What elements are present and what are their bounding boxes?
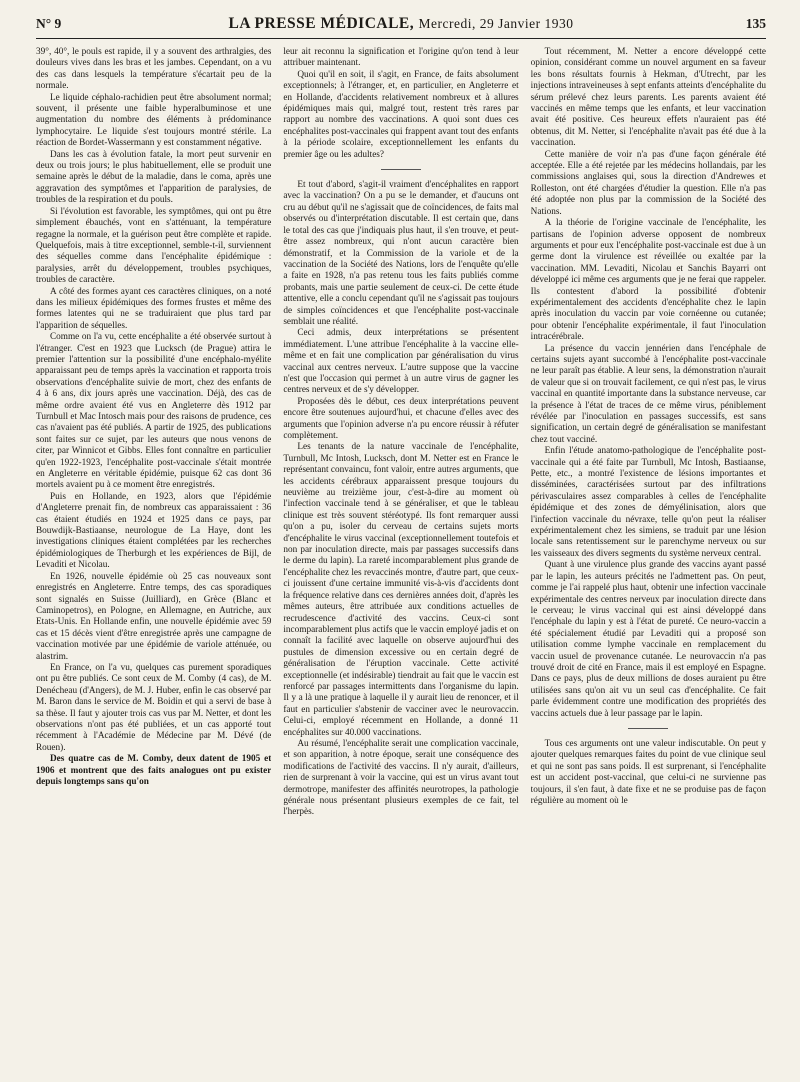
column-3 — [531, 47, 766, 1075]
paragraph: Des quatre cas de M. Comby, deux datent de 1905 et 1906 et montrent que des faits analogues ont pu exister depuis longtemps sans qu'on — [36, 754, 272, 787]
journal-title: LA PRESSE MÉDICALE, — [228, 15, 415, 32]
paragraph: A la théorie de l'origine vaccinale de l'encéphalite, les partisans de l'opinion adverse opposent de nombreux arguments et pour eux l'encéphalite post-vaccinale est due à un germe dont la virulence est réveillée ou exaltée par la vaccination. MM. Levaditi, Nicolau et Sanchis Bayarri ont développé ici même ces arguments que je ne ferai que rappeler. Ils contestent d'abord la possibilité d'obtenir expérimentalement des accidents d'encéphalite chez le lapin après inoculation du vaccin par voie cornéenne ou cutanée; pour obtenir l'encéphalite expérimentale, il faut l'inoculation intracérébrale. — [530, 218, 766, 343]
article-body — [36, 47, 766, 1075]
issue-date: Mercredi, 29 Janvier 1930 — [418, 16, 574, 31]
paragraph: Et tout d'abord, s'agit-il vraiment d'encéphalites en rapport avec la vaccination? On a pu se le demander, et d'aucuns ont cru au début qu'il ne s'agissait que de coïncidences, de faits mal observés ou d'interprétation discutable. Il est certain que, dans le total des cas que j'indiquais plus haut, il s'en trouve, et peut-être assez nombreux, qui n'ont aucun caractère bien démonstratif, et la Commission de la variole et de la vaccination de la Société des Nations, lors de l'enquête qu'elle a faite en 1928, n'a pas retenu tous les faits publiés comme probants, mais une partie seulement de ceux-ci. De cette étude attentive, elle a conclu cependant qu'il ne s'agissait pas toujours de simples coïncidences et que l'encéphalite post-vaccinale semblait une réalité. — [283, 180, 519, 327]
paragraph: La présence du vaccin jennérien dans l'encéphale de certains sujets ayant succombé à l'encéphalite post-vaccinale ne leur paraît pas établie. A leur sens, la démonstration n'aurait de valeur que si on trouvait facilement, ce qui n'est pas, le virus vaccinal en quantité importante dans la substance nerveuse, car la présence à l'état de traces de ce même virus, péniblement révélée par l'inoculation en passages successifs, est sans signification, un certain degré de généralisation se manifestant chez tout vacciné. — [530, 343, 766, 445]
running-title — [229, 15, 574, 33]
paragraph: Enfin l'étude anatomo-pathologique de l'encéphalite post-vaccinale qui a été faite par Turnbull, Mc Intosh, Bastiaanse, Pette, etc., a montré l'existence de lésions importantes et disséminées, caractérisées surtout par des infiltrations périvasculaires assez comparables à celles de l'encéphalite épidémique et des zones de démyélinisation, alors que l'infection vaccinale du névraxe, telle qu'on peut la réaliser expérimentalement chez les simiens, se traduit par une lésion locale sans retentissement sur le parenchyme nerveux ou sur les vaisseaux des divers segments du système nerveux central. — [530, 446, 766, 559]
column-2 — [283, 47, 518, 1075]
paragraph: Puis en Hollande, en 1923, alors que l'épidémie d'Angleterre prenait fin, de nombreux cas apparaissaient : 36 cas étaient étudiés en 1924 et 1925 dans ce pays, par Bouwdijk-Bastiaanse, neurologue de La Haye, dont les investigations cliniques étaient complétées par les recherches épidémiologiques de Therburgh et les expériences de Bijl, de Levaditi et Nicolau. — [36, 491, 272, 571]
paragraph: En 1926, nouvelle épidémie où 25 cas nouveaux sont enregistrés en Angleterre. Entre temps, des cas sporadiques sont signalés en Suisse (Juilliard), en Grèce (Blanc et Caminopetros), en Pologne, en Allemagne, en Autriche, aux Etats-Unis. En Hollande enfin, une nouvelle épidémie avec 59 cas et 15 décès vient d'être enregistrée après une campagne de vaccination motivée par une épidémie de variole atténuée, ou alastrim. — [36, 571, 272, 662]
paragraph: Si l'évolution est favorable, les symptômes, qui ont pu être simplement ébauchés, vont en s'atténuant, la température regagne la normale, et la guérison peut être complète et rapide. Quelquefois, mais à titre exceptionnel, semble-t-il, surviennent des séquelles comme dans l'encéphalite épidémique : paralysies, arrêt du développement, troubles psychiques, troubles de caractère. — [36, 206, 272, 286]
paragraph: Proposées dès le début, ces deux interprétations peuvent encore être soutenues aujourd'hui, et chacune d'elles avec des arguments que l'opinion adverse n'a pu encore réussir à réfuter complètement. — [283, 396, 519, 441]
paragraph: Les tenants de la nature vaccinale de l'encéphalite, Turnbull, Mc Intosh, Lucksch, dont M. Netter est en France le représentant convaincu, font valoir, entre autres arguments, que les accidents cérébraux apparaissent presque toujours du neuvième au treizième jour, c'est-à-dire au moment où l'infection vaccinale tend à se généraliser, et que le tableau clinique est très souvent stéréotypé. Ils font remarquer aussi qu'on a pu, isoler du cerveau de certains sujets morts d'encéphalite le virus vaccinal (exceptionnellement toutefois et non par inoculation directe, mais par passages successifs dans le derme du lapin). La rareté incomparablement plus grande de l'encéphalite chez les revaccinés montre, d'autre part, que ceux-ci jouissent d'une certaine immunité vis-à-vis d'accidents dont la fréquence relative dans ces dernières années doit, d'après les mêmes auteurs, être attribuée aux conditions actuelles de recrudescence d'activité des vaccins. Ceux-ci sont incomparablement plus actifs que le vaccin employé jadis et on connaît la facilité avec laquelle on observe aujourd'hui des pustules de dimension excessive ou en certain degré de généralisation de l'éruption vaccinale. Cette activité exceptionnelle (et indésirable) tiendrait au fait que le vaccin est renforcé par passages intermittents dans l'organisme du lapin. Il y a là une pratique à laquelle il y aurait lieu de renoncer, et il faut en particulier s'abstenir de vacciner avec le neurovaccin. Celui-ci, employé récemment en Hollande, a donné 11 encéphalites sur 40.000 vaccinations. — [283, 442, 519, 738]
page-number: 135 — [745, 16, 766, 31]
paragraph: Quant à une virulence plus grande des vaccins ayant passé par le lapin, les auteurs précités ne l'admettent pas. On peut, comme je l'ai rappelé plus haut, obtenir une infection vaccinale expérimentale des centres nerveux par inoculation directe dans le cerveau; le virus vaccinal qui est ainsi développé dans l'encéphale du lapin y est à l'état de pureté. Ce neuro-vaccin a été spécialement étudié par Levaditi qui a proposé son utilisation comme lymphe vaccinale en remplacement du vaccin usuel de provenance cutanée. Le neurovaccin n'a pas trouvé droit de cité en France, mais il est employé en Espagne. Dans ce pays, plus de deux millions de doses auraient pu être utilisées sans qu'on ait vu un seul cas d'encéphalite. Ce fait parle évidemment contre une modification des propriétés des vaccins actuels due à leur passage par le lapin. — [530, 560, 766, 719]
page-header — [36, 10, 766, 39]
paragraph: En France, on l'a vu, quelques cas purement sporadiques ont pu être publiés. Ce sont ceux de M. Comby (4 cas), de M. Denécheau (d'Angers), de M. J. Huber, enfin le cas observé par M. Baron dans le service de M. Boidin et qui a servi de base à sa thèse. Il faut y ajouter trois cas vus par M. Netter, et dont les observations n'ont pas été publiées, et un cas apporté tout récemment à l'Académie de Médecine par M. Dévé (de Rouen). — [36, 662, 272, 753]
paragraph: Quoi qu'il en soit, il s'agit, en France, de faits absolument exceptionnels; à l'étranger, et, en particulier, en Angleterre et en Hollande, d'accidents relativement nombreux et à allures épidémiques mais qui, malgré tout, restent très rares par rapport au nombre des vaccinations. A quoi sont dues ces encéphalites post-vaccinales qui frappent avant tout des enfants à la période scolaire, exceptionnellement les enfants du premier âge ou les adultes? — [283, 69, 519, 160]
issue-number: N° 9 — [36, 16, 62, 31]
paragraph: A côté des formes ayant ces caractères cliniques, on a noté dans les milieux épidémiques des formes frustes et même des formes latentes qui ne se traduiraient que plus tard par l'apparition de séquelles. — [36, 286, 272, 331]
paragraph: leur ait reconnu la signification et l'origine qu'on tend à leur attribuer maintenant. — [283, 47, 519, 69]
paragraph: 39°, 40°, le pouls est rapide, il y a souvent des arthralgies, des douleurs vives dans les bras et les jambes. Cependant, on a vu des cas dans lesquels la température s'écartait peu de la normale. — [36, 47, 272, 92]
section-divider — [381, 169, 421, 170]
paragraph: Tous ces arguments ont une valeur indiscutable. On peut y ajouter quelques remarques faites du point de vue clinique seul et qui ne sont pas sans poids. Il est surprenant, si l'encéphalite est un accident post-vaccinal, que celui-ci ne survienne pas toujours, il s'en faut, à date fixe et ne se produise pas de façon régulière au moment où le — [530, 738, 766, 806]
paragraph: Tout récemment, M. Netter a encore développé cette opinion, considérant comme un nouvel argument en sa faveur les bons résultats fournis à Hekman, d'Utrecht, par les injections intraveineuses à sept enfants atteints d'encéphalite du sérum prélevé chez leurs parents. Les parents avaient été vaccinés en même temps que les enfants, et leur vaccination avait été positive. Ces heureux effets n'auraient pas été obtenus, dit M. Netter, si l'encéphalite n'avait pas été due à la vaccination. — [530, 47, 766, 149]
paragraph: Comme on l'a vu, cette encéphalite a été observée surtout à l'étranger. C'est en 1923 que Lucksch (de Prague) attira le premier l'attention sur la possibilité d'une encéphalo-myélite apparaissant peu de temps après la vaccination et rapporta trois observations d'encéphalite suivie de mort, chez des enfants de 4 à 6 ans, dix jours après une vaccination. Déjà, des cas de même ordre avaient été vus en Angleterre dès 1912 par Turnbull et Mac Intosch mais pour des raisons de prudence, ces cas n'avaient pas été publiés. A partir de 1925, des publications sont faites sur ce sujet, par les auteurs que nous venons de citer, par Winnicot et Gibbs. Elles font connaître en particulier qu'en 1922-1923, l'encéphalite post-vaccinale s'était montrée en Angleterre en véritable épidémie, puisque 62 cas dont 36 mortels avaient pu à ce moment être enregistrés. — [36, 332, 272, 491]
section-divider — [628, 728, 668, 729]
paragraph: Le liquide céphalo-rachidien peut être absolument normal; souvent, il présente une faible hyperalbuminose et une augmentation du nombre des éléments à prédominance lymphocytaire. Le liquide s'est toujours montré stérile. La réaction de Bordet-Wassermann y est constamment négative. — [36, 92, 272, 149]
paragraph: Au résumé, l'encéphalite serait une complication vaccinale, et son apparition, à notre époque, serait une conséquence des modifications de l'activité des vaccins. Il n'y aurait, d'ailleurs, rien de surprenant à voir la vaccine, qui est un virus avant tout dermotrope, manifester des affinités neurotropes, la pathologie générale nous présentant plusieurs exemples de ce fait, tel l'herpès. — [283, 738, 519, 818]
paragraph: Ceci admis, deux interprétations se présentent immédiatement. L'une attribue l'encéphalite à la vaccine elle-même et en fait une complication par généralisation du virus vaccinal aux centres nerveux. L'autre suppose que la vaccine n'est que l'occasion qui permet à un autre virus de gagner les centres nerveux et de s'y développer. — [283, 328, 519, 396]
paragraph: Cette manière de voir n'a pas d'une façon générale été acceptée. Elle a été rejetée par les médecins hollandais, par les commissions anglaises qui, sous la direction d'Andrewes et Rolleston, ont été chargées d'étudier la question. Elle n'a pas été adoptée non plus par la commission de la Société des Nations. — [530, 149, 766, 217]
column-1 — [36, 47, 271, 1075]
paragraph: Dans les cas à évolution fatale, la mort peut survenir en deux ou trois jours; le plus habituellement, elle se produit une semaine après le début de la maladie, dans le coma, après une aggravation des symptômes et l'apparition de paralysies, de troubles de la respiration et du pouls. — [36, 149, 272, 206]
